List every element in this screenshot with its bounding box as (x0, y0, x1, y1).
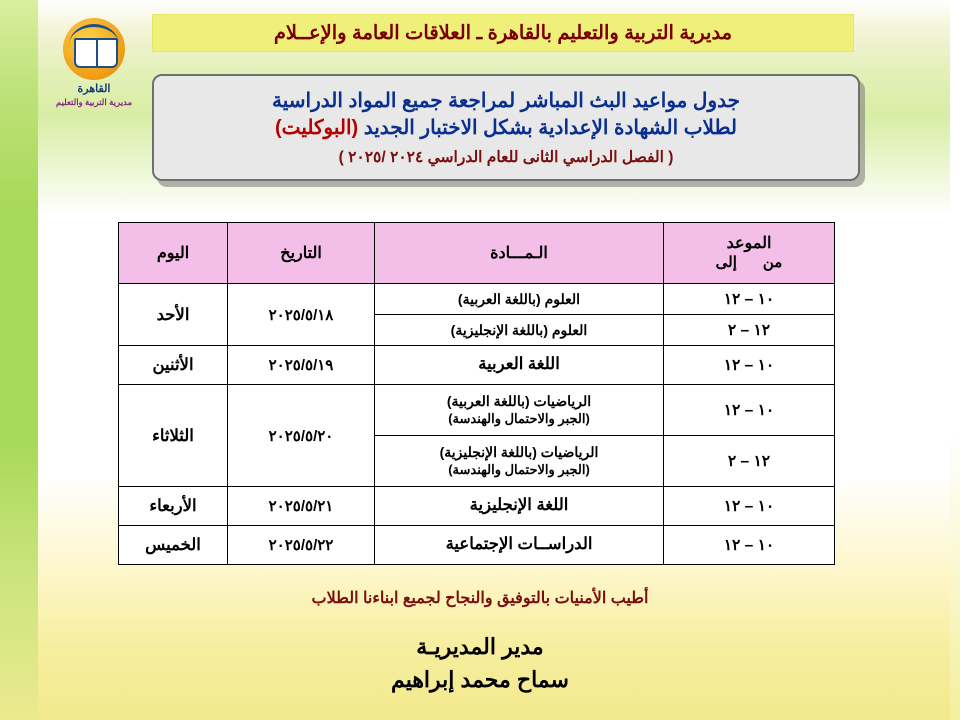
cell-time: ١٠ – ١٢ (664, 526, 835, 565)
cell-time: ١٠ – ١٢ (664, 385, 835, 436)
logo-subtitle: مديرية التربية والتعليم (55, 97, 133, 107)
cell-time: ١٠ – ١٢ (664, 346, 835, 385)
cell-subject-detail: (الجبر والاحتمال والهندسة) (448, 410, 590, 426)
logo-icon (63, 18, 125, 80)
table-row (119, 346, 835, 385)
cell-time: ١٢ – ٢ (664, 436, 835, 487)
table-row (119, 487, 835, 526)
cell-subject: العلوم (باللغة العربية) (375, 284, 664, 315)
table-body (119, 284, 835, 565)
time-from-label: من (762, 253, 783, 271)
cell-subject: العلوم (باللغة الإنجليزية) (375, 315, 664, 346)
cell-subject (375, 385, 664, 436)
cell-time: ١٢ – ٢ (664, 315, 835, 346)
signature-block (0, 630, 960, 696)
cell-date: ٢٠٢٥/٥/١٨ (228, 284, 375, 346)
logo-name: القاهرة (77, 83, 111, 95)
cell-subject: اللغة العربية (375, 346, 664, 385)
cell-subject (375, 436, 664, 487)
page-title-banner: مديرية التربية والتعليم بالقاهرة ـ العلاقات العامة والإعــلام (152, 14, 854, 52)
cell-day: الأربعاء (119, 487, 228, 526)
schedule-table-wrapper (145, 222, 835, 565)
cell-day: الخميس (119, 526, 228, 565)
cell-day: الأثنين (119, 346, 228, 385)
table-header-row (119, 223, 835, 284)
cell-subject-main: الرياضيات (باللغة العربية) (446, 393, 592, 410)
table-row (119, 526, 835, 565)
cell-subject: الدراســات الإجتماعية (375, 526, 664, 565)
column-header-time (664, 223, 835, 284)
schedule-table (118, 222, 835, 565)
column-header-time-line1: الموعد (726, 234, 772, 252)
cell-time: ١٠ – ١٢ (664, 487, 835, 526)
column-header-time-line2 (668, 254, 830, 273)
directorate-logo (42, 18, 146, 122)
column-header-date: التاريخ (228, 223, 375, 284)
cell-date: ٢٠٢٥/٥/٢١ (228, 487, 375, 526)
table-row (119, 385, 835, 436)
signature-role: مدير المديريـة (416, 634, 544, 659)
cell-day: الثلاثاء (119, 385, 228, 487)
announcement-line-3: ( الفصل الدراسي الثانى للعام الدراسي ٢٠٢٤ /٢٠٢٥ ) (338, 149, 674, 166)
cell-date: ٢٠٢٥/٥/١٩ (228, 346, 375, 385)
booklet-keyword: (البوكليت) (275, 117, 359, 139)
column-header-subject: الـمـــادة (375, 223, 664, 284)
right-color-band (950, 0, 960, 720)
left-color-band (0, 0, 38, 720)
announcement-line-1: جدول مواعيد البث المباشر لمراجعة جميع المواد الدراسية (272, 90, 740, 112)
cell-subject-detail: (الجبر والاحتمال والهندسة) (448, 461, 590, 477)
table-head (119, 223, 835, 284)
good-wishes-text: أطيب الأمنيات بالتوفيق والنجاح لجميع ابناءنا الطلاب (311, 590, 649, 607)
announcement-line-2-text: لطلاب الشهادة الإعدادية بشكل الاختبار الجديد (358, 117, 737, 139)
cell-subject: اللغة الإنجليزية (375, 487, 664, 526)
announcement-line-2 (164, 115, 848, 142)
announcement-box (152, 74, 860, 181)
book-icon (74, 38, 118, 68)
cell-time: ١٠ – ١٢ (664, 284, 835, 315)
cell-date: ٢٠٢٥/٥/٢٠ (228, 385, 375, 487)
column-header-day: اليوم (119, 223, 228, 284)
cell-date: ٢٠٢٥/٥/٢٢ (228, 526, 375, 565)
cell-subject-main: الرياضيات (باللغة الإنجليزية) (439, 444, 599, 461)
signature-name: سماح محمد إبراهيم (391, 667, 569, 692)
table-row (119, 284, 835, 315)
time-to-label: إلى (715, 253, 737, 271)
cell-day: الأحد (119, 284, 228, 346)
